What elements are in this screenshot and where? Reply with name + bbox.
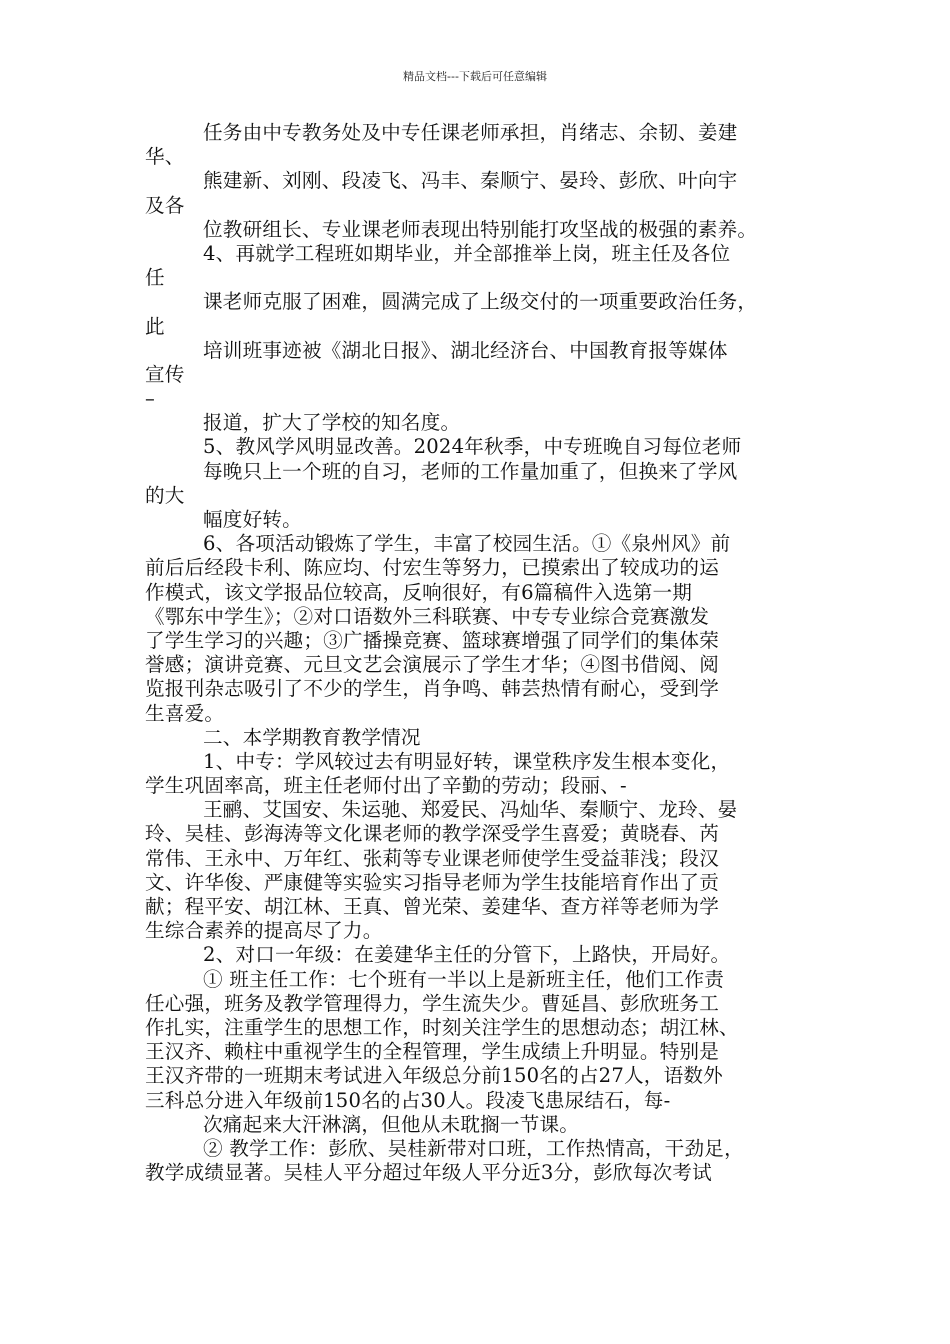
- text-line: 任心强，班务及教学管理得力，学生流失少。曹延昌、彭欣班务工: [145, 991, 720, 1015]
- text-line: 生喜爱。: [145, 701, 225, 725]
- text-line: 王汉齐带的一班期末考试进入年级总分前150名的占27人，语数外: [145, 1064, 723, 1088]
- text-line: ① 班主任工作：七个班有一半以上是新班主任，他们工作责: [203, 967, 725, 991]
- document-body: [145, 121, 825, 1185]
- text-line: 文、许华俊、严康健等实验实习指导老师为学生技能培育作出了贡: [145, 870, 720, 894]
- text-line: 位教研组长、专业课老师表现出特别能打攻坚战的极强的素养。: [203, 217, 758, 241]
- text-line: 熊建新、刘刚、段凌飞、冯丰、秦顺宁、晏玲、彭欣、叶向宇: [203, 169, 738, 193]
- text-line: 华、: [145, 145, 185, 169]
- text-line: 览报刊杂志吸引了不少的学生，肖争鸣、韩芸热情有耐心，受到学: [145, 677, 720, 701]
- text-line: 生综合素养的提高尽了力。: [145, 919, 383, 943]
- text-line: 及各: [145, 193, 185, 217]
- text-line: 任务由中专教务处及中专任课老师承担，肖绪志、余韧、姜建: [203, 121, 738, 144]
- text-line: 三科总分进入年级前150名的占30人。段凌飞患尿结石，每-: [145, 1088, 671, 1112]
- text-line: 玲、吴桂、彭海涛等文化课老师的教学深受学生喜爱；黄晓春、芮: [145, 822, 720, 846]
- text-line: 1、中专：学风较过去有明显好转，课堂秩序发生根本变化，: [203, 749, 731, 773]
- text-line: 前后后经段卡利、陈应均、付宏生等努力，已摸索出了较成功的运: [145, 556, 720, 580]
- text-line: 王鹂、艾国安、朱运驰、郑爱民、冯灿华、秦顺宁、龙玲、晏: [203, 798, 738, 822]
- text-line: 次痛起来大汗淋漓，但他从未耽搁一节课。: [203, 1112, 580, 1136]
- text-line: 的大: [145, 483, 185, 507]
- text-line: 报道，扩大了学校的知名度。: [203, 411, 461, 435]
- text-line: ② 教学工作：彭欣、吴桂新带对口班，工作热情高，干劲足，: [203, 1136, 744, 1160]
- text-line: 献；程平安、胡江林、王真、曾光荣、姜建华、查方祥等老师为学: [145, 895, 720, 918]
- text-line: 宣传: [145, 362, 185, 386]
- text-line: 每晚只上一个班的自习，老师的工作量加重了，但换来了学风: [203, 459, 738, 483]
- text-line: 幅度好转。: [203, 508, 302, 531]
- text-line: 王汉齐、赖柱中重视学生的全程管理，学生成绩上升明显。特别是: [145, 1040, 720, 1064]
- text-line: 了学生学习的兴趣；③广播操竞赛、篮球赛增强了同学们的集体荣: [145, 628, 720, 652]
- text-line: 培训班事迹被《湖北日报》、湖北经济台、中国教育报等媒体: [203, 338, 728, 362]
- text-line: 此: [145, 314, 165, 338]
- text-line: 6、各项活动锻炼了学生，丰富了校园生活。①《泉州风》前: [203, 532, 731, 556]
- text-line: 教学成绩显著。吴桂人平分超过年级人平分近3分，彭欣每次考试: [145, 1161, 712, 1185]
- text-line: 二、本学期教育教学情况: [203, 725, 421, 749]
- page-header: 精品文档---下载后可任意编辑: [403, 70, 547, 83]
- text-line: 2、对口一年级：在姜建华主任的分管下，上路快，开局好。: [203, 943, 731, 967]
- text-line: 作扎实，注重学生的思想工作，时刻关注学生的思想动态；胡江林、: [145, 1015, 739, 1039]
- text-line: 课老师克服了困难，圆满完成了上级交付的一项重要政治任务，: [203, 290, 758, 314]
- text-line: 学生巩固率高，班主任老师付出了辛勤的劳动；段丽、-: [145, 774, 627, 798]
- text-line: –: [145, 387, 155, 411]
- text-line: 5、教风学风明显改善。2024年秋季，中专班晚自习每位老师: [203, 435, 742, 459]
- text-line: 常伟、王永中、万年红、张莉等专业课老师使学生受益菲浅；段汉: [145, 846, 720, 870]
- text-line: 任: [145, 266, 165, 290]
- text-line: 《鄂东中学生》；②对口语数外三科联赛、中专专业综合竞赛激发: [145, 604, 710, 628]
- text-line: 誉感；演讲竞赛、元旦文艺会演展示了学生才华；④图书借阅、阅: [145, 653, 720, 677]
- text-line: 作模式，该文学报品位较高，反响很好，有6篇稿件入选第一期: [145, 580, 693, 604]
- text-line: 4、再就学工程班如期毕业，并全部推举上岗，班主任及各位: [203, 241, 731, 265]
